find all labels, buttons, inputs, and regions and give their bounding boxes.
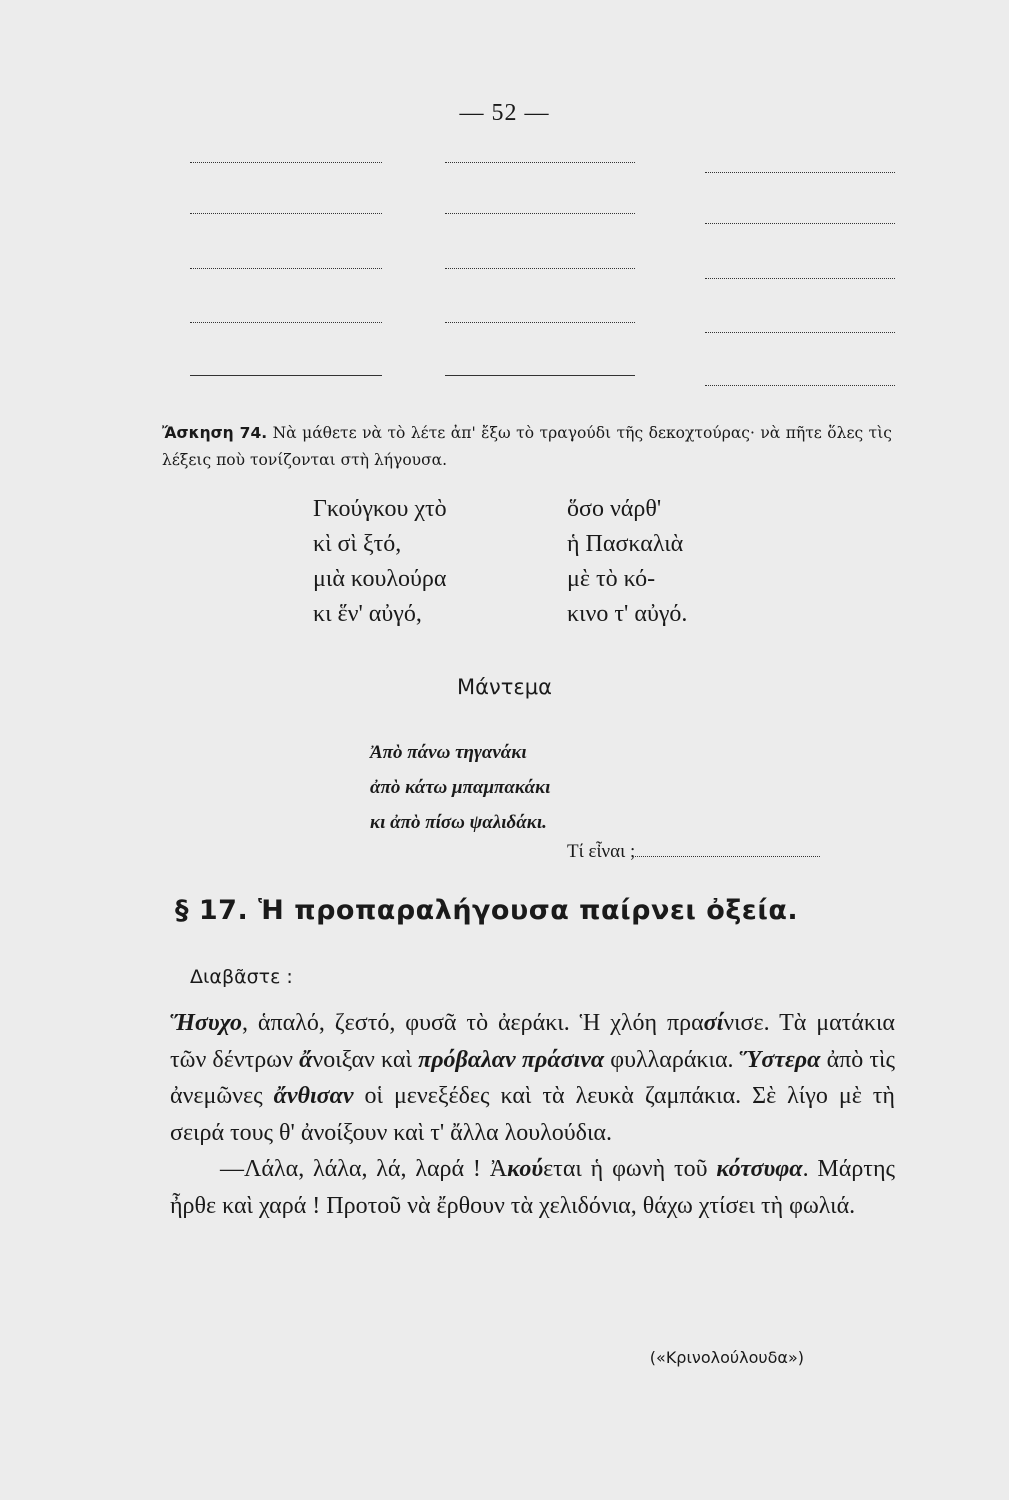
blank-line (705, 278, 895, 279)
emphasized-word: πράσινα (521, 1046, 605, 1073)
blank-line (190, 375, 382, 376)
section-heading: § 17. Ἡ προπαραλήγουσα παίρνει ὀξεία. (175, 895, 799, 926)
riddle-title: Μάντεμα (457, 675, 552, 699)
blank-line (705, 223, 895, 224)
blank-line (445, 213, 635, 214)
poem-line: κινο τ' αὐγό. (567, 601, 688, 627)
blank-line (190, 213, 382, 214)
poem-line: μιὰ κουλούρα (313, 566, 447, 592)
page-number: — 52 — (459, 100, 550, 126)
blank-line (190, 268, 382, 269)
riddle-line: Ἀπὸ πάνω τηγανάκι (370, 742, 527, 763)
poem-line: ἡ Πασκαλιὰ (567, 531, 684, 557)
poem-line: ὅσο νάρθ' (567, 496, 662, 522)
exercise-label: Ἄσκηση 74. (162, 424, 268, 442)
exercise-74 (162, 420, 892, 474)
poem-line: μὲ τὸ κό- (567, 566, 656, 592)
poem-left-column (313, 492, 447, 632)
poem-right-column (567, 492, 687, 632)
riddle-line: ἀπὸ κάτω μπαμπακάκι (370, 777, 551, 798)
emphasized-word: κότσυφα (716, 1156, 803, 1182)
emphasized-syllable: ἄ (299, 1046, 313, 1073)
emphasized-syllable: σί (703, 1010, 724, 1036)
poem-line: κι ἕν' αὐγό, (313, 601, 422, 627)
emphasized-word: Ἥσυχο (170, 1010, 242, 1036)
riddle-question (567, 840, 820, 863)
riddle-answer-line (635, 840, 820, 857)
blank-line (445, 162, 635, 163)
blank-line (445, 268, 635, 269)
emphasized-word: κού (507, 1156, 544, 1182)
poem-line: κὶ σὶ ξτό, (313, 531, 402, 557)
exercise-text: Νὰ μάθετε νὰ τὸ λέτε ἀπ' ἔξω τὸ τραγούδι τῆς δεκοχτούρας· νὰ πῆτε ὅλες τὶς λέξεις ποὺ τονίζονται στὴ λήγουσα. (162, 424, 892, 469)
emphasized-word: Ὕστερα (739, 1046, 821, 1073)
blank-line (190, 162, 382, 163)
blank-line (705, 385, 895, 386)
passage-paragraph-1: Ἥσυχο, ἁπαλό, ζεστό, φυσᾶ τὸ ἀεράκι. Ἡ χλόη πρασίνισε. Τὰ ματάκια τῶν δέντρων ἄνοιξαν καὶ πρόβαλαν πράσινα φυλλαράκια. Ὕστερα ἀπὸ τὶς ἀνεμῶνες ἄνθισαν οἱ μενεξέδες καὶ τὰ λευκὰ ζαμπάκια. Σὲ λίγο μὲ τὴ σειρά τους θ' ἀνοίξουν καὶ τ' ἄλλα λουλούδια. (170, 1010, 896, 1146)
blank-line (445, 322, 635, 323)
read-instruction: Διαβᾶστε : (190, 966, 293, 988)
emphasized-word: πρόβαλαν (418, 1046, 516, 1073)
reading-passage (170, 1005, 895, 1224)
riddle-text (370, 735, 550, 840)
passage-paragraph-2: —Λάλα, λάλα, λά, λαρά ! Ἀκούεται ἡ φωνὴ τοῦ κότσυφα. Μάρτης ἦρθε καὶ χαρά ! Προτοῦ νὰ ἔρθουν τὰ χελιδόνια, θάχω χτίσει τὴ φωλιά. (170, 1156, 896, 1219)
emphasized-word: ἄνθισαν (273, 1083, 354, 1109)
riddle-line: κι ἀπὸ πίσω ψαλιδάκι. (370, 812, 547, 833)
riddle-question-text: Τί εἶναι ; (567, 841, 636, 862)
blank-line (190, 322, 382, 323)
blank-line (705, 172, 895, 173)
poem-line: Γκούγκου χτὸ (313, 496, 447, 522)
blank-line (445, 375, 635, 376)
blank-line (705, 332, 895, 333)
source-attribution: («Κρινολούλουδα») (649, 1348, 804, 1367)
